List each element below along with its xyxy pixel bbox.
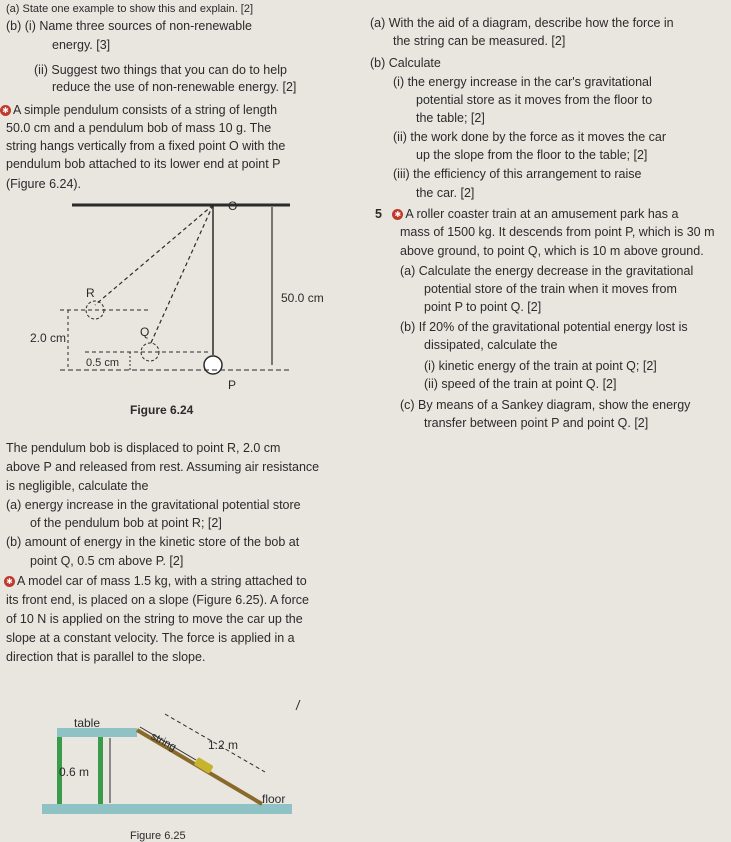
figure-6-25 [0,700,330,841]
q5-part-b-i: (i) kinetic energy of the train at point Q; [2] [424,359,657,373]
string-to-q [150,205,213,345]
q3-part-a: (a) With the aid of a diagram, describe how the force in [370,16,674,30]
q6-line-1: ✱ A model car of mass 1.5 kg, with a string attached to [4,574,307,589]
q5-part-a: (a) Calculate the energy decrease in the gravitational [400,264,694,278]
q3-part-b-i-cont: potential store as it moves from the floor to [416,93,653,107]
q4-line-2: 50.0 cm and a pendulum bob of mass 10 g. The [6,121,272,135]
star-icon: ✱ [4,576,15,587]
q5-line-2: mass of 1500 kg. It descends from point P, which is 30 m [400,225,715,239]
q3-part-b-iii-cont: the car. [2] [416,186,475,200]
star-icon: ✱ [0,105,11,116]
q3-part-b-ii-cont: up the slope from the floor to the table; [2] [416,148,648,162]
q5-line-1: 5 ✱ A roller coaster train at an amusement park has a [375,207,679,221]
q5-part-b-cont: dissipated, calculate the [424,338,558,352]
q4-part-b: (b) amount of energy in the kinetic store of the bob at [6,535,300,549]
figure-6-24-caption: Figure 6.24 [130,403,194,417]
label-height-06m: 0.6 m [59,765,90,779]
label-table: table [74,716,101,730]
q4-body-3: is negligible, calculate the [6,479,149,493]
q6-line-4: slope at a constant velocity. The force is applied in a [6,631,295,645]
q4-body-2: above P and released from rest. Assuming air resistance [6,460,320,474]
q5-part-a-cont: potential store of the train when it moves from [424,282,677,296]
stray-mark [296,700,300,710]
q3-part-b: (b) Calculate [370,56,441,70]
q5-part-b: (b) If 20% of the gravitational potential energy lost is [400,320,688,334]
q5-part-c: (c) By means of a Sankey diagram, show the energy [400,398,691,412]
q4-line-5: (Figure 6.24). [6,177,82,191]
label-q: Q [140,325,150,339]
q-prev-b-ii: (ii) Suggest two things that you can do to help [34,63,287,77]
figure-6-24 [0,195,360,425]
q5-line-3: above ground, to point Q, which is 10 m above ground. [400,244,704,258]
q4-line-3: string hangs vertically from a fixed point O with the [6,139,286,153]
table-leg-right [98,737,103,804]
label-o: O [228,199,238,213]
q6-line-5: direction that is parallel to the slope. [6,650,206,664]
figure-6-25-caption: Figure 6.25 [130,830,186,842]
q3-part-b-iii: (iii) the efficiency of this arrangement to raise [393,167,642,181]
q4-part-a-cont: of the pendulum bob at point R; [2] [30,516,222,530]
label-height-q: 0.5 cm [86,357,120,369]
q5-part-b-ii: (ii) speed of the train at point Q. [2] [424,377,617,391]
floor-surface [42,804,292,814]
q4-line-4: pendulum bob attached to its lower end at point P [6,157,281,171]
q-prev-b-i: (b) (i) Name three sources of non-renewable [6,19,252,33]
q3-part-b-ii: (ii) the work done by the force as it moves the car [393,130,667,144]
q5-part-a-cont2: point P to point Q. [2] [424,300,542,314]
bob-at-p [204,356,222,374]
q5-part-c-cont: transfer between point P and point Q. [2] [424,416,649,430]
label-string: string [148,730,179,754]
label-r: R [86,286,95,300]
q3-part-a-cont: the string can be measured. [2] [393,34,566,48]
q4-part-b-cont: point Q, 0.5 cm above P. [2] [30,554,184,568]
q4-line-1: ✱ A simple pendulum consists of a string of length [0,103,277,118]
q6-line-3: of 10 N is applied on the string to move the car up the [6,612,303,626]
label-p: P [228,378,237,392]
q-prev-b-ii-cont: reduce the use of non-renewable energy. [2] [52,80,297,94]
label-length-12m: 1.2 m [208,738,239,752]
string-to-r [95,205,213,305]
q4-body-1: The pendulum bob is displaced to point R, 2.0 cm [6,441,281,455]
q3-part-b-i-cont2: the table; [2] [416,111,485,125]
star-icon: ✱ [392,209,403,220]
q3-part-b-i: (i) the energy increase in the car's gravitational [393,75,652,89]
q-prev-a: (a) State one example to show this and explain. [2] [6,3,254,15]
label-floor: floor [262,792,286,806]
q-prev-b-i-cont: energy. [3] [52,38,111,52]
label-height-r: 2.0 cm [30,331,67,345]
label-length: 50.0 cm [281,291,324,305]
q6-line-2: its front end, is placed on a slope (Figure 6.25). A force [6,593,309,607]
q4-part-a: (a) energy increase in the gravitational potential store [6,498,301,512]
